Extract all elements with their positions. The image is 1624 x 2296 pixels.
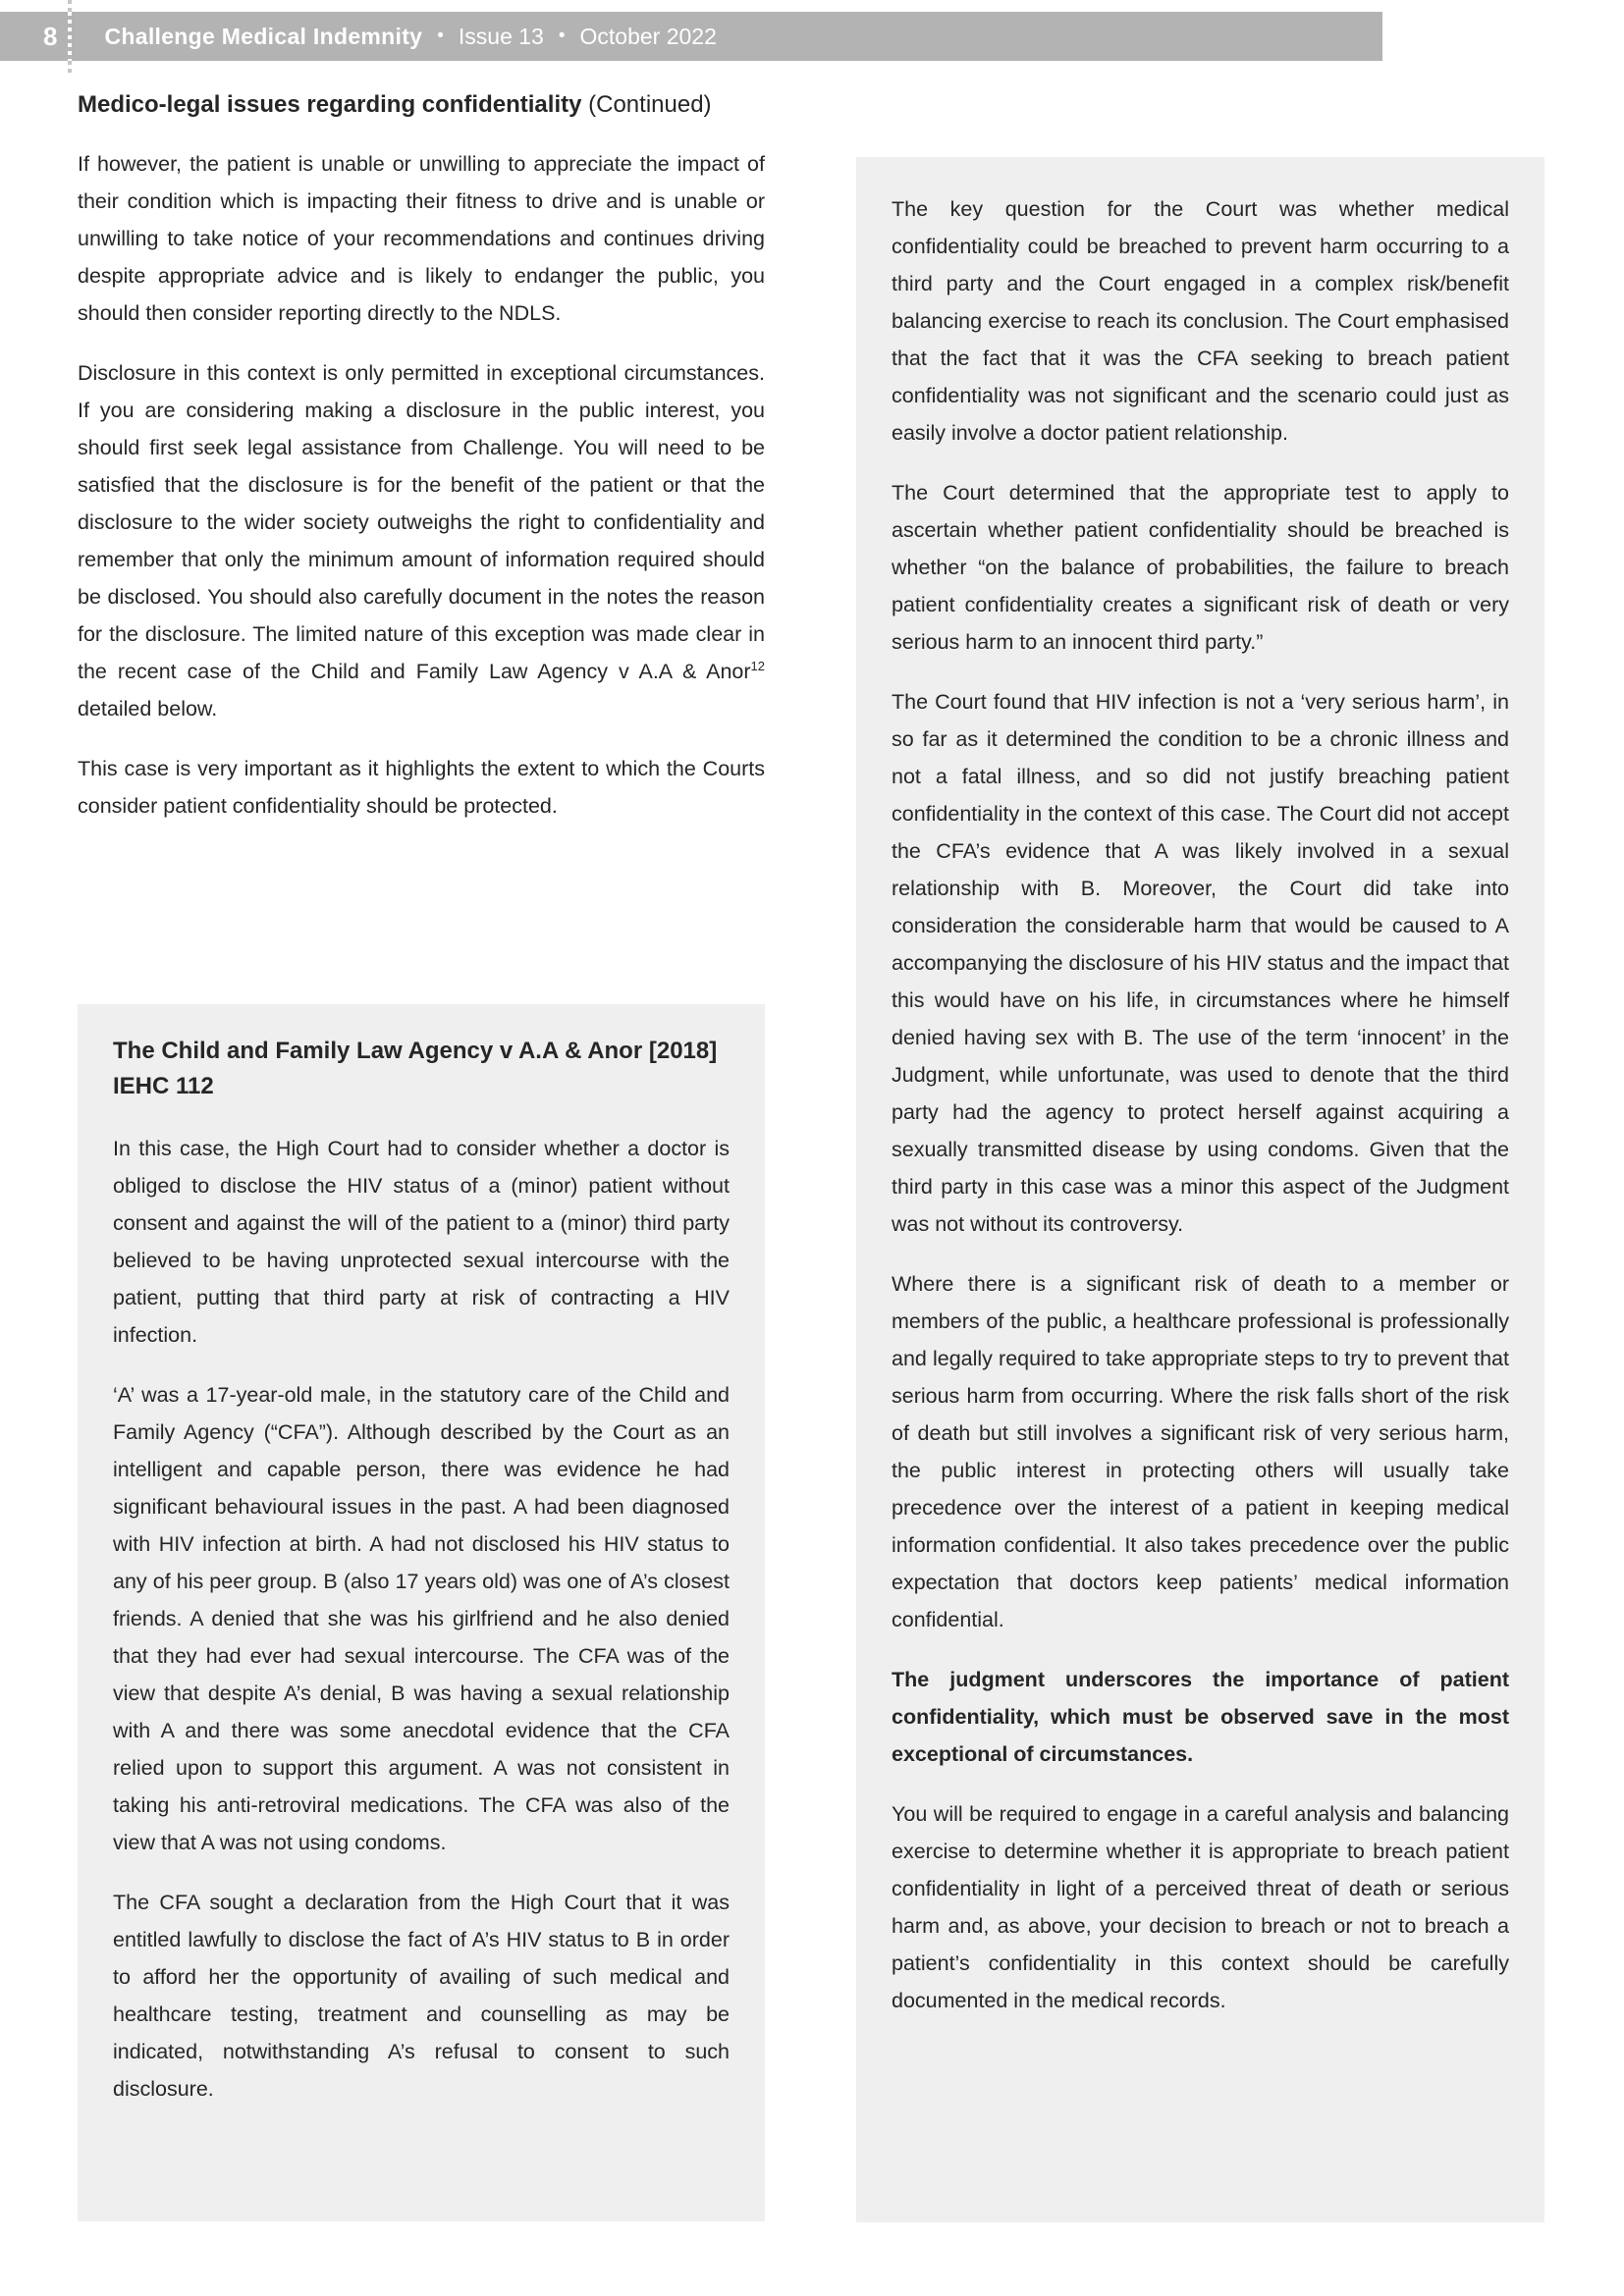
dotted-divider xyxy=(68,61,72,75)
paragraph-text: Disclosure in this context is only permitted in exceptional circumstances. If you are considering making a disclosure in the public interest, you should first seek legal assistance from Challenge. You will need to be satisfied that the disclosure is for the benefit of the patient or that the disclosure to the wider society outweighs the right to confidentiality and remember that only the minimum amount of information required should be disclosed. You should also carefully document in the notes the reason for the disclosure. The limited nature of this exception was made clear in the recent case of the Child and Family Law Agency v A.A & Anor xyxy=(78,361,765,683)
paragraph: Where there is a significant risk of death to a member or members of the public, a healthcare professional is professionally and legally required to take appropriate steps to try to prevent that serious harm from occurring. Where the risk falls short of the risk of death but still involves a significant risk of very serious harm, the public interest in protecting others will usually take precedence over the interest of a patient in keeping medical information confidential. It also takes precedence over the public expectation that doctors keep patients’ medical information confidential. xyxy=(892,1272,1509,1631)
case-box-title: The Child and Family Law Agency v A.A & Anor [2018] IEHC 112 xyxy=(113,1038,718,1099)
paragraph-text: detailed below. xyxy=(78,697,218,721)
left-column xyxy=(78,145,765,825)
paragraph: The key question for the Court was whether medical confidentiality could be breached to prevent harm occurring to a third party and the Court engaged in a complex risk/benefit balancing exercise to reach its conclusion. The Court emphasised that the fact that it was the CFA seeking to breach patient confidentiality was not significant and the scenario could just as easily involve a doctor patient relationship. xyxy=(892,197,1509,445)
separator-bullet: • xyxy=(437,26,444,46)
paragraph: The Court found that HIV infection is not a ‘very serious harm’, in so far as it determined the condition to be a chronic illness and not a fatal illness, and so did not justify breaching patient confidentiality in the context of this case. The Court did not accept the CFA’s evidence that A was likely involved in a sexual relationship with B. Moreover, the Court did take into consideration the considerable harm that would be caused to A accompanying the disclosure of his HIV status and the impact that this would have on his life, in circumstances where he himself denied having sex with B. The use of the term ‘innocent’ in the Judgment, while unfortunate, was used to denote that the third party had the agency to protect herself against acquiring a sexually transmitted disease by using condoms. Given that the third party in this case was a minor this aspect of the Judgment was not without its controversy. xyxy=(892,690,1509,1236)
page-number: 8 xyxy=(43,21,58,51)
paragraph: The Court determined that the appropriate test to apply to ascertain whether patient confidentiality should be breached is whether “on the balance of probabilities, the failure to breach patient confidentiality creates a significant risk of death or very serious harm to an innocent third party.” xyxy=(892,481,1509,654)
paragraph: In this case, the High Court had to consider whether a doctor is obliged to disclose the HIV status of a (minor) patient without consent and against the will of the patient to a (minor) third party believed to be having unprotected sexual intercourse with the patient, putting that third party at risk of contracting a HIV infection. xyxy=(113,1137,730,1347)
paragraph: If however, the patient is unable or unwilling to appreciate the impact of their condition which is impacting their fitness to drive and is unable or unwilling to take notice of your recommendations and continues driving despite appropriate advice and is likely to endanger the public, you should then consider reporting directly to the NDLS. xyxy=(78,152,765,325)
right-column-box xyxy=(856,157,1544,2222)
case-summary-box xyxy=(78,1004,765,2221)
issue-date: October 2022 xyxy=(579,23,717,49)
header-bar xyxy=(0,12,1382,61)
separator-bullet: • xyxy=(558,26,566,46)
dotted-divider xyxy=(68,12,72,61)
footnote-ref: 12 xyxy=(750,658,765,673)
paragraph: You will be required to engage in a careful analysis and balancing exercise to determine whether it is appropriate to breach patient confidentiality in light of a perceived threat of death or serious harm and, as above, your decision to breach or not to breach a patient’s confidentiality in this context should be carefully documented in the medical records. xyxy=(892,1802,1509,2012)
paragraph xyxy=(78,354,765,727)
paragraph: The CFA sought a declaration from the High Court that it was entitled lawfully to disclose the fact of A’s HIV status to B in order to afford her the opportunity of availing of such medical and healthcare testing, treatment and counselling as may be indicated, notwithstanding A’s refusal to consent to such disclosure. xyxy=(113,1891,730,2101)
article-title-text: Medico-legal issues regarding confidentiality xyxy=(78,91,582,118)
issue-number: Issue 13 xyxy=(458,23,544,49)
paragraph: ‘A’ was a 17-year-old male, in the statutory care of the Child and Family Agency (“CFA”). Although described by the Court as an intelligent and capable person, there was evidence he had significant behavioural issues in the past. A had been diagnosed with HIV infection at birth. A had not disclosed his HIV status to any of his peer group. B (also 17 years old) was one of A’s closest friends. A denied that she was his girlfriend and he also denied that they had ever had sexual intercourse. The CFA was of the view that despite A’s denial, B was having a sexual relationship with A and there was some anecdotal evidence that the CFA relied upon to support this argument. A was not consistent in taking his anti-retroviral medications. The CFA was also of the view that A was not using condoms. xyxy=(113,1383,730,1854)
paragraph: This case is very important as it highlights the extent to which the Courts consider patient confidentiality should be protected. xyxy=(78,757,765,818)
article-title xyxy=(78,91,712,119)
key-message-paragraph: The judgment underscores the importance of patient confidentiality, which must be observed save in the most exceptional of circumstances. xyxy=(892,1668,1509,1766)
article-title-continued: (Continued) xyxy=(588,91,712,118)
dotted-divider xyxy=(68,0,72,12)
publication-name: Challenge Medical Indemnity xyxy=(104,23,423,49)
